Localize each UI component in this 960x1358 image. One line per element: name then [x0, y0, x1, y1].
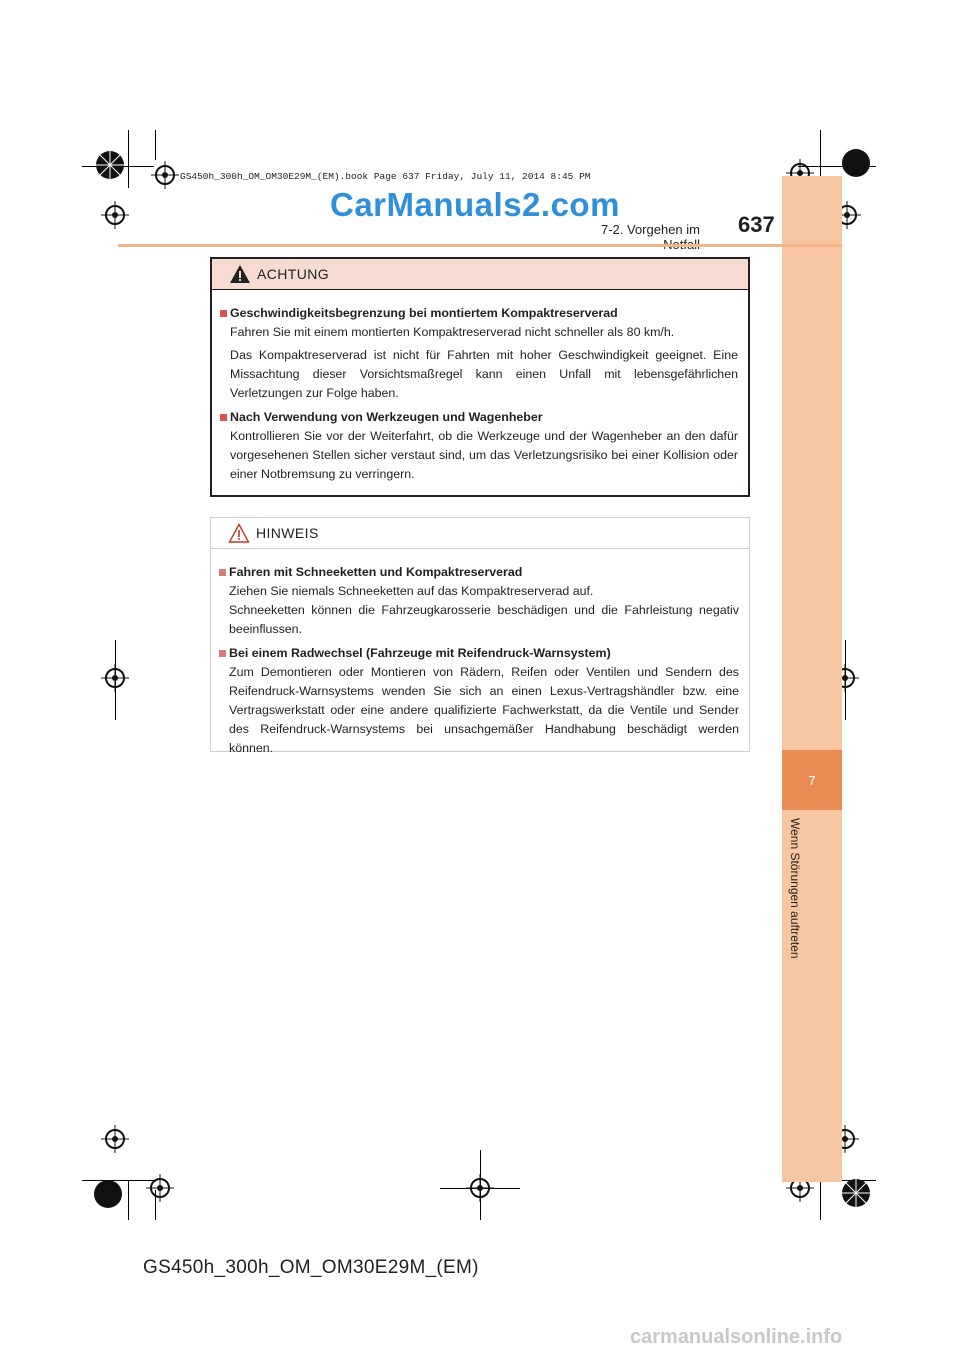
- bullet-square-icon: [220, 310, 227, 317]
- achtung-title: ACHTUNG: [257, 266, 330, 282]
- registration-mark-icon: [836, 1173, 876, 1213]
- warning-icon: [229, 264, 251, 284]
- bullet-square-icon: [219, 650, 226, 657]
- registration-mark-icon: [150, 160, 180, 190]
- item-heading: Fahren mit Schneeketten und Kompaktreserverad: [219, 563, 739, 582]
- registration-mark-icon: [100, 200, 130, 230]
- achtung-body: [212, 290, 748, 484]
- achtung-box: [210, 257, 750, 497]
- hinweis-header: [211, 518, 749, 549]
- item-heading: Bei einem Radwechsel (Fahrzeuge mit Reifendruck-Warnsystem): [219, 644, 739, 663]
- chapter-number: 7: [782, 750, 842, 810]
- list-item: [220, 304, 738, 403]
- registration-mark-icon: [100, 663, 130, 693]
- item-paragraph: Ziehen Sie niemals Schneeketten auf das Kompaktreserverad auf.: [229, 584, 594, 598]
- item-heading: Geschwindigkeitsbegrenzung bei montiertem Kompaktreserverad: [220, 304, 738, 323]
- item-paragraph: Das Kompaktreserverad ist nicht für Fahrten mit hoher Geschwindigkeit geeignet. Eine Missachtung dieser Vorsichtsmaßregel kann einen Unfall mit lebensgefährlichen Verletzungen zur Folge haben.: [230, 348, 738, 400]
- watermark-logo: CarManuals2.com: [330, 186, 620, 223]
- item-paragraph: Kontrollieren Sie vor der Weiterfahrt, ob die Werkzeuge und der Wagenheber an den dafür vorgesehenen Stellen sicher verstaut sind, um das Verletzungsrisiko bei einer Kollision oder einer Notbremsung zu verringern.: [230, 429, 738, 481]
- section-title: 7-2. Vorgehen im: [600, 222, 700, 237]
- registration-mark-icon: [465, 1173, 495, 1203]
- registration-mark-icon: [100, 1124, 130, 1154]
- registration-mark-icon: [838, 145, 874, 181]
- registration-mark-icon: [90, 145, 130, 185]
- list-item: [219, 644, 739, 758]
- item-heading: Nach Verwendung von Werkzeugen und Wagenheber: [220, 408, 738, 427]
- registration-mark-icon: [90, 1176, 126, 1212]
- page-number: 637: [738, 212, 775, 237]
- notice-icon: [228, 523, 250, 543]
- book-info: GS450h_300h_OM_OM30E29M_(EM).book Page 637 Friday, July 11, 2014 8:45 PM: [180, 171, 591, 182]
- chapter-sidebar: [782, 176, 842, 1182]
- header-rule: [118, 244, 842, 247]
- chapter-title-label: Wenn Störungen auftreten: [788, 818, 802, 959]
- registration-mark-icon: [145, 1173, 175, 1203]
- item-paragraph: Fahren Sie mit einem montierten Kompaktreserverad nicht schneller als 80 km/h.: [230, 325, 675, 339]
- achtung-header: [212, 259, 748, 290]
- bullet-square-icon: [219, 569, 226, 576]
- footer-watermark: carmanualsonline.info: [630, 1326, 843, 1348]
- document-code: GS450h_300h_OM_OM30E29M_(EM): [143, 1257, 479, 1278]
- hinweis-body: [211, 549, 749, 758]
- bullet-square-icon: [220, 414, 227, 421]
- item-paragraph: Zum Demontieren oder Montieren von Rädern, Reifen oder Ventilen und Sendern des Reifendruck-Warnsystems wenden Sie sich an einen Lexus-Vertragshändler bzw. eine Vertragswerkstatt oder eine andere qualifizierte Fachwerkstatt, da die Ventile und Sender des Reifendruck-Warnsystems bei unsachgemäßer Handhabung beschädigt werden können.: [229, 665, 739, 755]
- chapter-title: [788, 818, 818, 978]
- hinweis-box: [210, 517, 750, 755]
- list-item: [220, 408, 738, 484]
- hinweis-title: HINWEIS: [256, 525, 319, 541]
- item-paragraph: Schneeketten können die Fahrzeugkarosserie beschädigen und die Fahrleistung negativ beeinflussen.: [229, 603, 739, 636]
- list-item: [219, 563, 739, 639]
